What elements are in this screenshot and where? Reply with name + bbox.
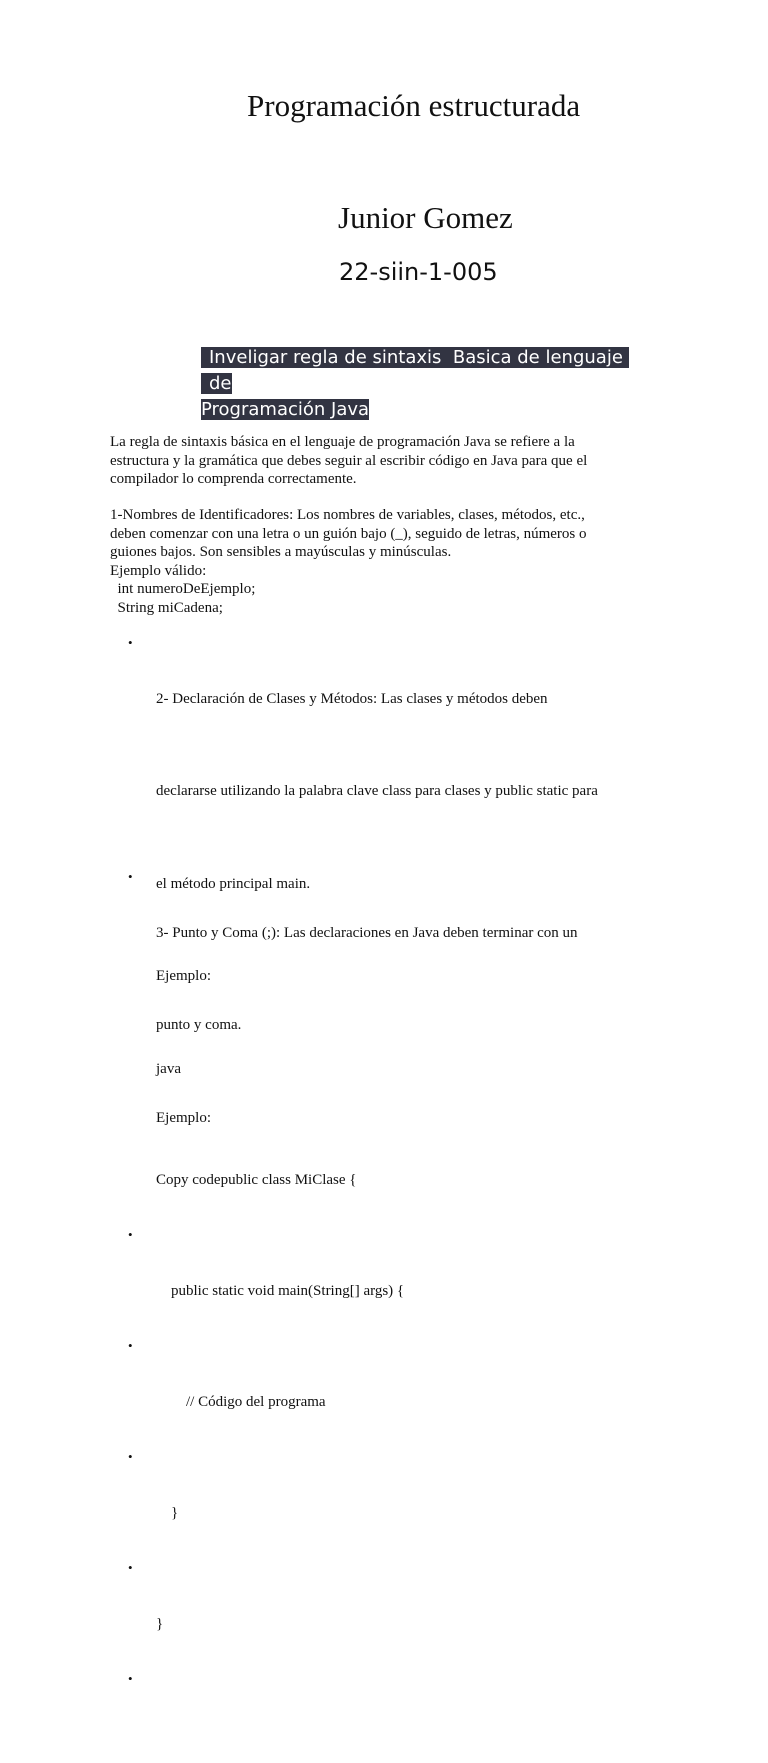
bullet-icon: • <box>128 869 133 884</box>
list-item <box>110 1226 670 1337</box>
text-line: Ejemplo: <box>156 968 211 984</box>
text-line: 2- Declaración de Clases y Métodos: Las clases y métodos deben <box>156 690 548 707</box>
bullet-icon: • <box>128 1560 133 1575</box>
task-heading-line-2: Programación Java <box>201 399 370 420</box>
code-line: // Código del programa <box>156 1393 326 1410</box>
code-line: int numeroDeEjemplo; <box>110 581 256 597</box>
list-item <box>110 1670 670 1763</box>
student-id: 22-siin-1-005 <box>339 258 498 286</box>
list-item-continuation <box>110 979 670 1072</box>
list-item <box>110 868 670 979</box>
list-item <box>110 634 670 745</box>
list-item-continuation <box>110 745 670 838</box>
task-heading <box>201 345 651 423</box>
text-line: declararse utilizando la palabra clave class para clases y public static para <box>156 783 598 799</box>
list-item <box>110 1337 670 1448</box>
author-name: Junior Gomez <box>338 200 513 235</box>
bullet-icon: • <box>128 1449 133 1464</box>
text-line: compilador lo comprenda correctamente. <box>110 471 357 487</box>
rule-3-list <box>110 868 670 1164</box>
code-line: public static void main(String[] args) { <box>156 1282 405 1299</box>
text-line: 1-Nombres de Identificadores: Los nombres de variables, clases, métodos, etc., <box>110 507 585 523</box>
text-line: guiones bajos. Son sensibles a mayúsculas y minúsculas. <box>110 544 452 560</box>
text-line: 3- Punto y Coma (;): Las declaraciones en Java deben terminar con un <box>156 924 578 941</box>
text-line: java <box>156 1060 181 1077</box>
text-line: Ejemplo válido: <box>110 562 207 579</box>
list-item <box>110 1448 670 1559</box>
text-line: deben comenzar con una letra o un guión bajo (_), seguido de letras, números o <box>110 525 587 542</box>
code-line: } <box>156 1504 179 1521</box>
text-line: el método principal main. <box>156 875 311 892</box>
list-item-continuation <box>110 1072 670 1165</box>
bullet-icon: • <box>128 1671 133 1686</box>
bullet-icon: • <box>128 1338 133 1353</box>
code-line: Copy codepublic class MiClase { <box>156 1171 357 1188</box>
text-line: La regla de sintaxis básica en el lenguaje de programación Java se refiere a la <box>110 434 575 450</box>
bullet-icon: • <box>128 635 133 650</box>
text-line: Ejemplo: <box>156 1109 211 1126</box>
document-title: Programación estructurada <box>247 88 581 123</box>
task-heading-line-1: Inveligar regla de sintaxis Basica de lenguaje de <box>201 347 629 394</box>
code-line: } <box>156 1615 164 1632</box>
text-line: punto y coma. <box>156 1017 242 1033</box>
text-line: estructura y la gramática que debes seguir al escribir código en Java para que el <box>110 452 588 469</box>
list-item <box>110 1559 670 1670</box>
bullet-icon: • <box>128 1227 133 1242</box>
rule-1-paragraph <box>110 506 670 617</box>
intro-paragraph <box>110 433 670 489</box>
code-line: String miCadena; <box>110 599 223 616</box>
rule-2-list <box>110 634 670 1763</box>
